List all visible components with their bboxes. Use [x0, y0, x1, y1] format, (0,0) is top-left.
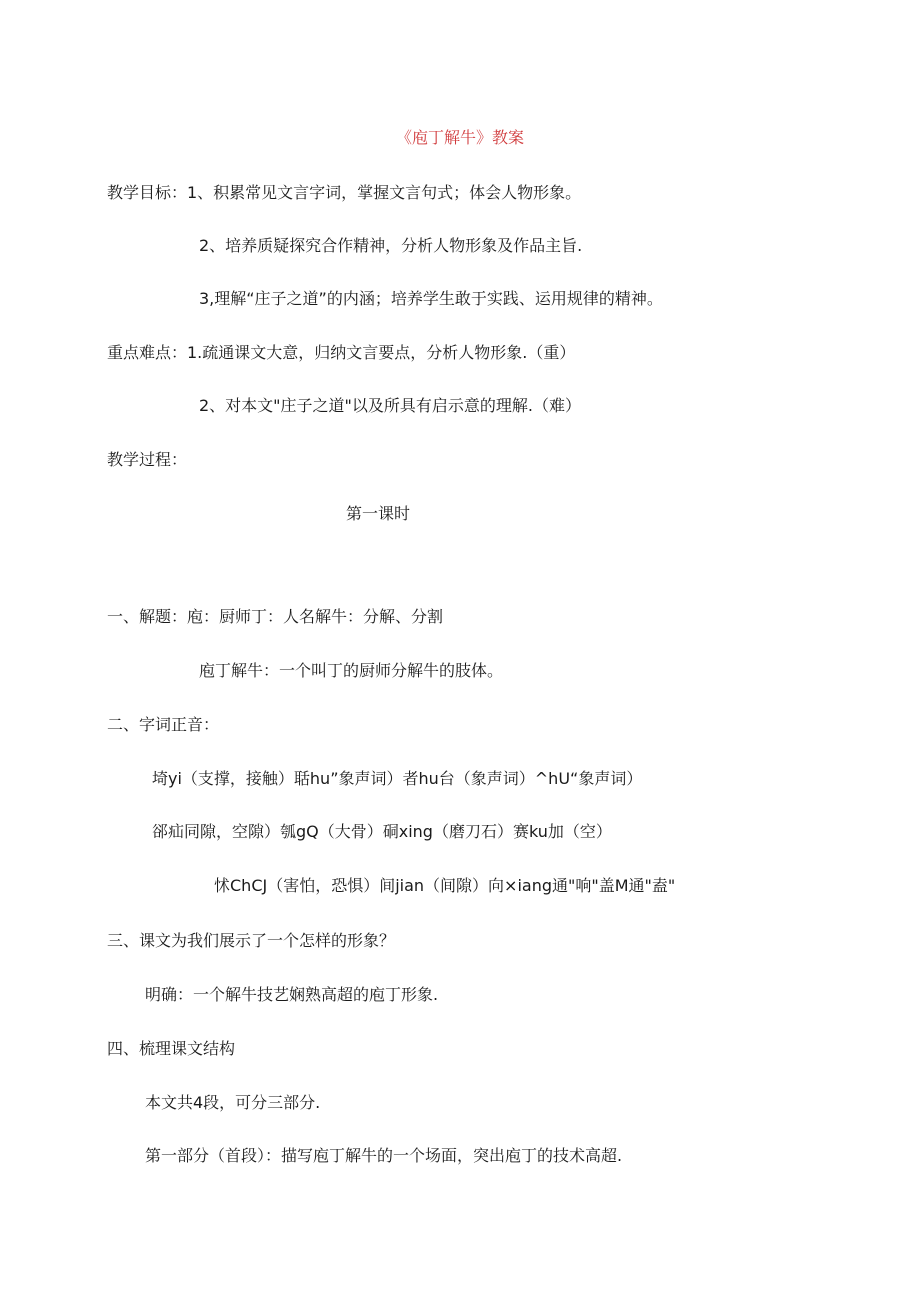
section-1-heading: 一、解题：庖：厨师丁：人名解牛：分解、分割 [107, 607, 444, 626]
pronunciation-line-2: 郤疝同隙，空隙）瓠gQ（大骨）硐xing（磨刀石）赛ku加（空） [152, 822, 612, 841]
objectives-line-2: 2、培养质疑探究合作精神，分析人物形象及作品主旨. [199, 236, 583, 255]
pronunciation-line-3: 怵ChCJ（害怕，恐惧）间jian（间隙）向×iang通"响"盖M通"盍" [214, 876, 676, 895]
document-title: 《庖丁解牛》教案 [395, 128, 524, 147]
section-3-answer: 明确：一个解牛技艺娴熟高超的庖丁形象. [145, 985, 439, 1004]
process-label: 教学过程： [107, 450, 188, 469]
objectives-line-3: 3,理解“庄子之道”的内涵；培养学生敢于实践、运用规律的精神。 [199, 289, 663, 308]
objectives-line-1: 教学目标：1、积累常见文言字词，掌握文言句式；体会人物形象。 [107, 183, 582, 202]
pronunciation-line-1: 埼yi（支撑，接触）聒hu”象声词）者hu台（象声词）^hU“象声词） [152, 769, 643, 788]
section-4-line-1: 本文共4段，可分三部分. [145, 1093, 321, 1112]
section-1-detail: 庖丁解牛：一个叫丁的厨师分解牛的肢体。 [199, 661, 504, 680]
section-4-line-2: 第一部分（首段）：描写庖丁解牛的一个场面，突出庖丁的技术高超. [145, 1146, 623, 1165]
key-points-line-2: 2、对本文"庄子之道"以及所具有启示意的理解.（难） [199, 396, 581, 415]
lesson-heading: 第一课时 [346, 504, 411, 523]
section-4-heading: 四、梳理课文结构 [107, 1039, 236, 1058]
key-points-line-1: 重点难点：1.疏通课文大意，归纳文言要点，分析人物形象.（重） [107, 343, 576, 362]
section-3-heading: 三、课文为我们展示了一个怎样的形象？ [107, 931, 396, 950]
section-2-heading: 二、字词正音： [107, 715, 220, 734]
